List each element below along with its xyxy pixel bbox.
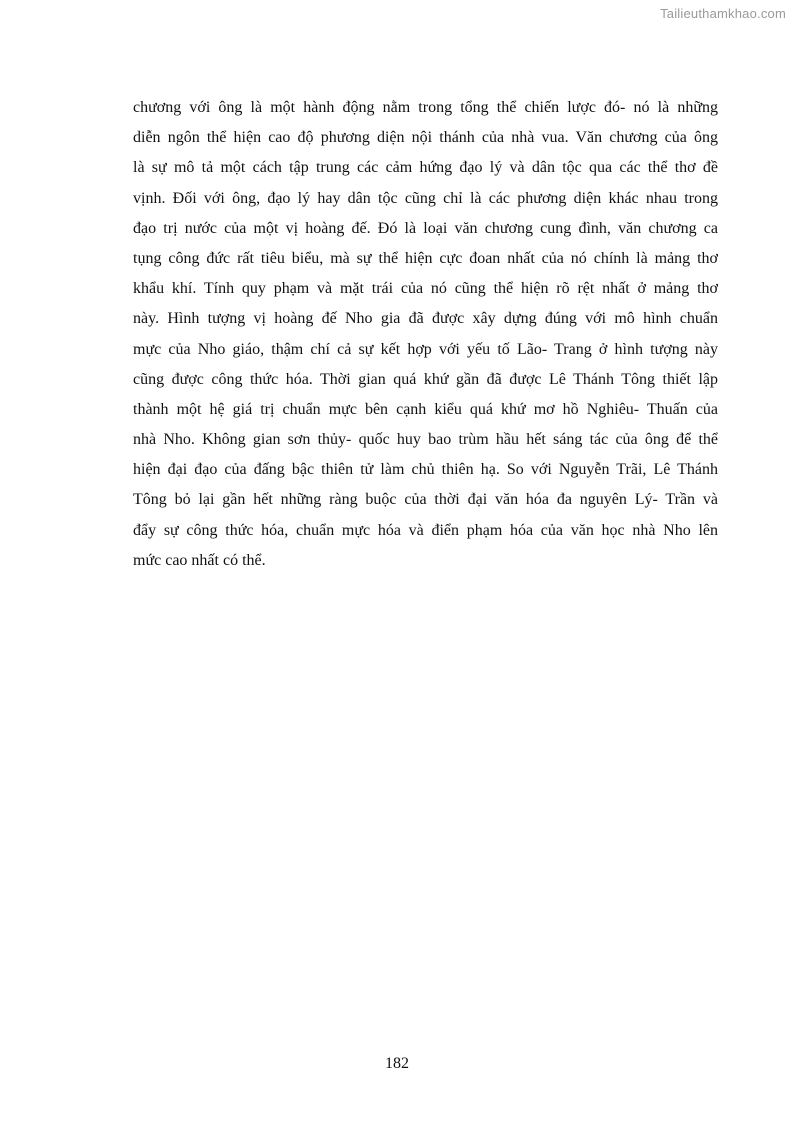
text-line: chương với ông là một hành động nằm trong tổng thể chiến lược đó- nó là những xyxy=(133,99,718,116)
text-line: cũng được công thức hóa. Thời gian quá khứ gần đã được Lê Thánh Tông thiết lập xyxy=(133,370,718,388)
text-line: khẩu khí. Tính quy phạm và mặt trái của nó cũng thể hiện rõ rệt nhất ở mảng thơ xyxy=(133,280,718,298)
text-line: diễn ngôn thể hiện cao độ phương diện nội thánh của nhà vua. Văn chương của ông xyxy=(133,129,718,147)
body-paragraph xyxy=(133,93,718,576)
text-line: mức cao nhất có thể. xyxy=(133,551,266,569)
text-line: Tông bỏ lại gần hết những ràng buộc của thời đại văn hóa đa nguyên Lý- Trần và xyxy=(133,491,718,509)
page-number: 182 xyxy=(385,1055,409,1072)
watermark-text: Tailieuthamkhao.com xyxy=(660,6,786,21)
text-line: vịnh. Đối với ông, đạo lý hay dân tộc cũng chỉ là các phương diện khác nhau trong xyxy=(133,189,718,207)
text-line: thành một hệ giá trị chuẩn mực bên cạnh kiểu quá khứ mơ hồ Nghiêu- Thuấn của xyxy=(133,400,718,418)
text-line: đẩy sự công thức hóa, chuẩn mực hóa và điển phạm hóa của văn học nhà Nho lên xyxy=(133,521,718,539)
text-line: nhà Nho. Không gian sơn thủy- quốc huy bao trùm hầu hết sáng tác của ông để thể xyxy=(133,431,718,449)
text-line: đạo trị nước của một vị hoàng đế. Đó là loại văn chương cung đình, văn chương ca xyxy=(133,219,718,237)
text-line: mực của Nho giáo, thậm chí cả sự kết hợp với yếu tố Lão- Trang ở hình tượng này xyxy=(133,340,718,358)
text-line: hiện đại đạo của đấng bậc thiên tử làm chủ thiên hạ. So với Nguyễn Trãi, Lê Thánh xyxy=(133,461,718,479)
text-line: này. Hình tượng vị hoàng đế Nho gia đã được xây dựng đúng với mô hình chuẩn xyxy=(133,310,718,328)
text-line: tụng công đức rất tiêu biểu, mà sự thể hiện cực đoan nhất của nó chính là mảng thơ xyxy=(133,249,718,267)
text-line: là sự mô tả một cách tập trung các cảm hứng đạo lý và dân tộc qua các thể thơ đề xyxy=(133,159,718,177)
